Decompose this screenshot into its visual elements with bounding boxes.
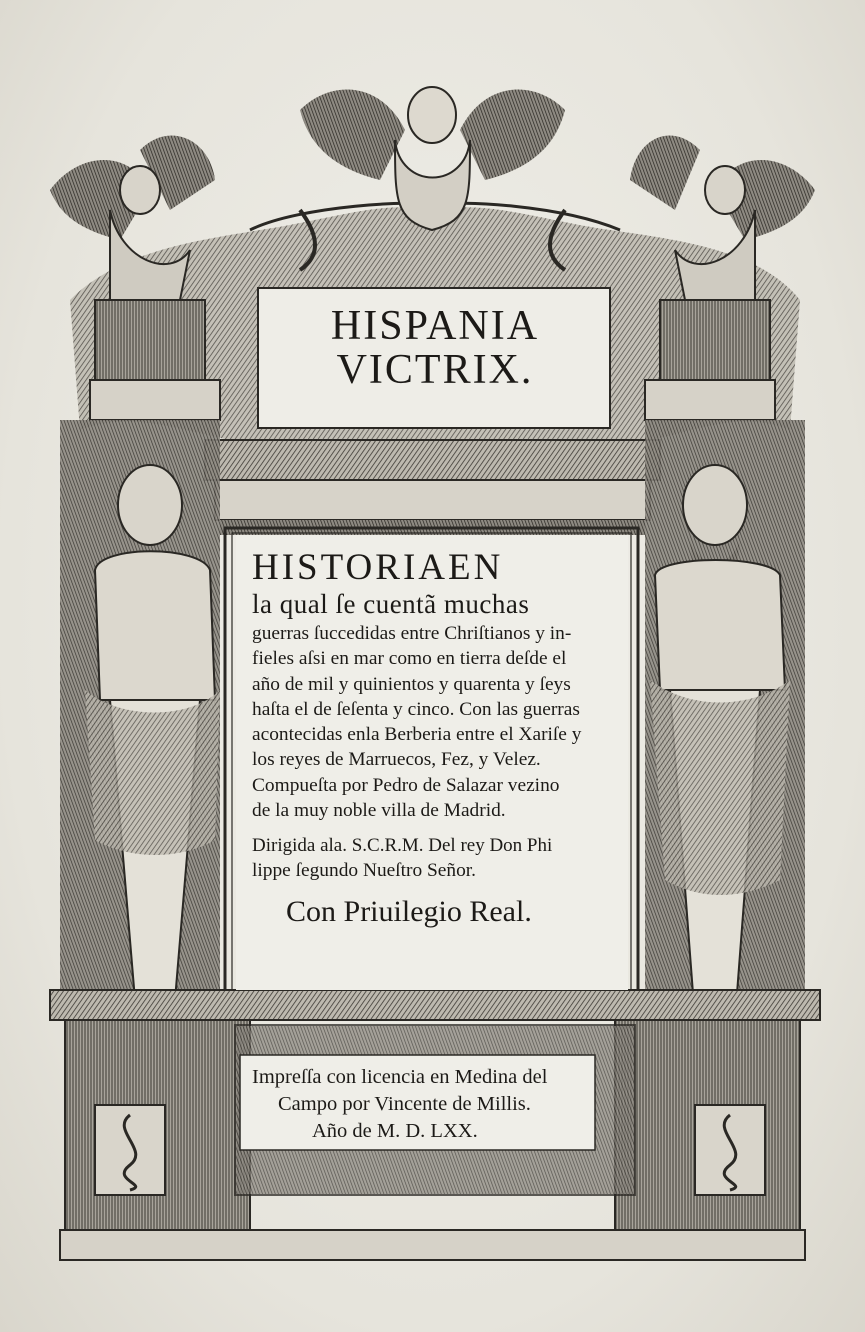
privilege-line: Con Priuilegio Real. [286,894,532,928]
subtitle-line: fieles aſsi en mar como en tierra deſde el [252,648,567,670]
title-line-1: HISPANIA [330,303,540,349]
imprint-block [252,1064,592,1145]
imprint-line-2: Campo por Vincente de Millis. [278,1093,531,1115]
author-line: Compueſta por Pedro de Salazar vezino [252,774,560,796]
subtitle-line: guerras ſuccedidas entre Chriſtianos y in- [252,623,572,644]
author-line: de la muy noble villa de Madrid. [252,800,506,822]
dedication-line: Dirigida ala. S.C.R.M. Del rey Don Phi [252,835,553,857]
dedication-line: lippe ſegundo Nueſtro Señor. [252,860,477,882]
subtitle-line: la qual ſe cuentã muchas [252,589,530,619]
title-line-2: VICTRIX. [336,347,534,393]
subtitle-line: año de mil y quinientos y quarenta y ſeys [252,673,571,695]
main-text-block [252,548,618,930]
subtitle-line: acontecidas enla Berberia entre el Xariſe y [252,724,582,746]
subtitle-heading: HISTORIAEN [252,547,504,588]
subtitle-line: los reyes de Marruecos, Fez, y Velez. [252,749,541,771]
book-title [270,304,600,392]
imprint-line-3: Año de M. D. LXX. [312,1120,478,1142]
subtitle-line: haſta el de ſeſenta y cinco. Con las guerras [252,698,580,720]
imprint-line-1: Impreſſa con licencia en Medina del [252,1066,548,1088]
